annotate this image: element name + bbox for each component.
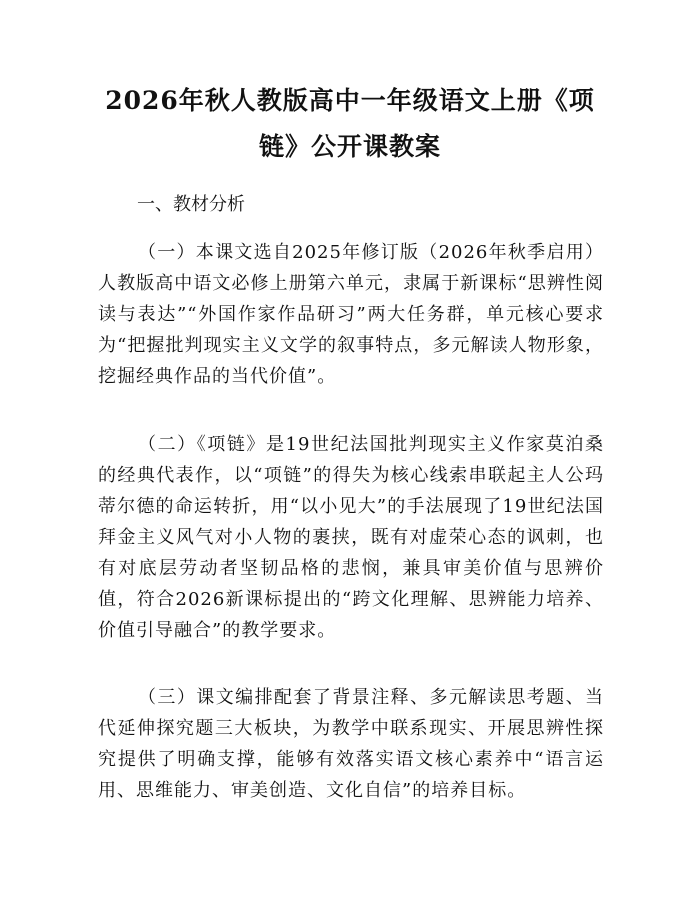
paragraph-3: （三）课文编排配套了背景注释、多元解读思考题、当代延伸探究题三大板块，为教学中联系现实、开展思辨性探究提供了明确支撑，能够有效落实语文核心素养中“语言运用、思维能力、审美创造、文化自信”的培养目标。	[98, 687, 604, 801]
section-heading: 一、教材分析	[137, 194, 245, 215]
paragraph-2: （二）《项链》是19世纪法国批判现实主义作家莫泊桑的经典代表作，以“项链”的得失为核心线索串联起主人公玛蒂尔德的命运转折，用“以小见大”的手法展现了19世纪法国拜金主义风气对小人物的裹挟，既有对虚荣心态的讽刺，也有对底层劳动者坚韧品格的悲悯，兼具审美价值与思辨价值，符合2026新课标提出的“跨文化理解、思辨能力培养、价值引导融合”的教学要求。	[98, 434, 604, 641]
document-title: 2026年秋人教版高中一年级语文上册《项链》公开课教案	[105, 86, 595, 161]
paragraph-1: （一）本课文选自2025年修订版（2026年秋季启用）人教版高中语文必修上册第六单元，隶属于新课标“思辨性阅读与表达”“外国作家作品研习”两大任务群，单元核心要求为“把握批判现实主义文学的叙事特点，多元解读人物形象，挖掘经典作品的当代价值”。	[98, 242, 604, 387]
